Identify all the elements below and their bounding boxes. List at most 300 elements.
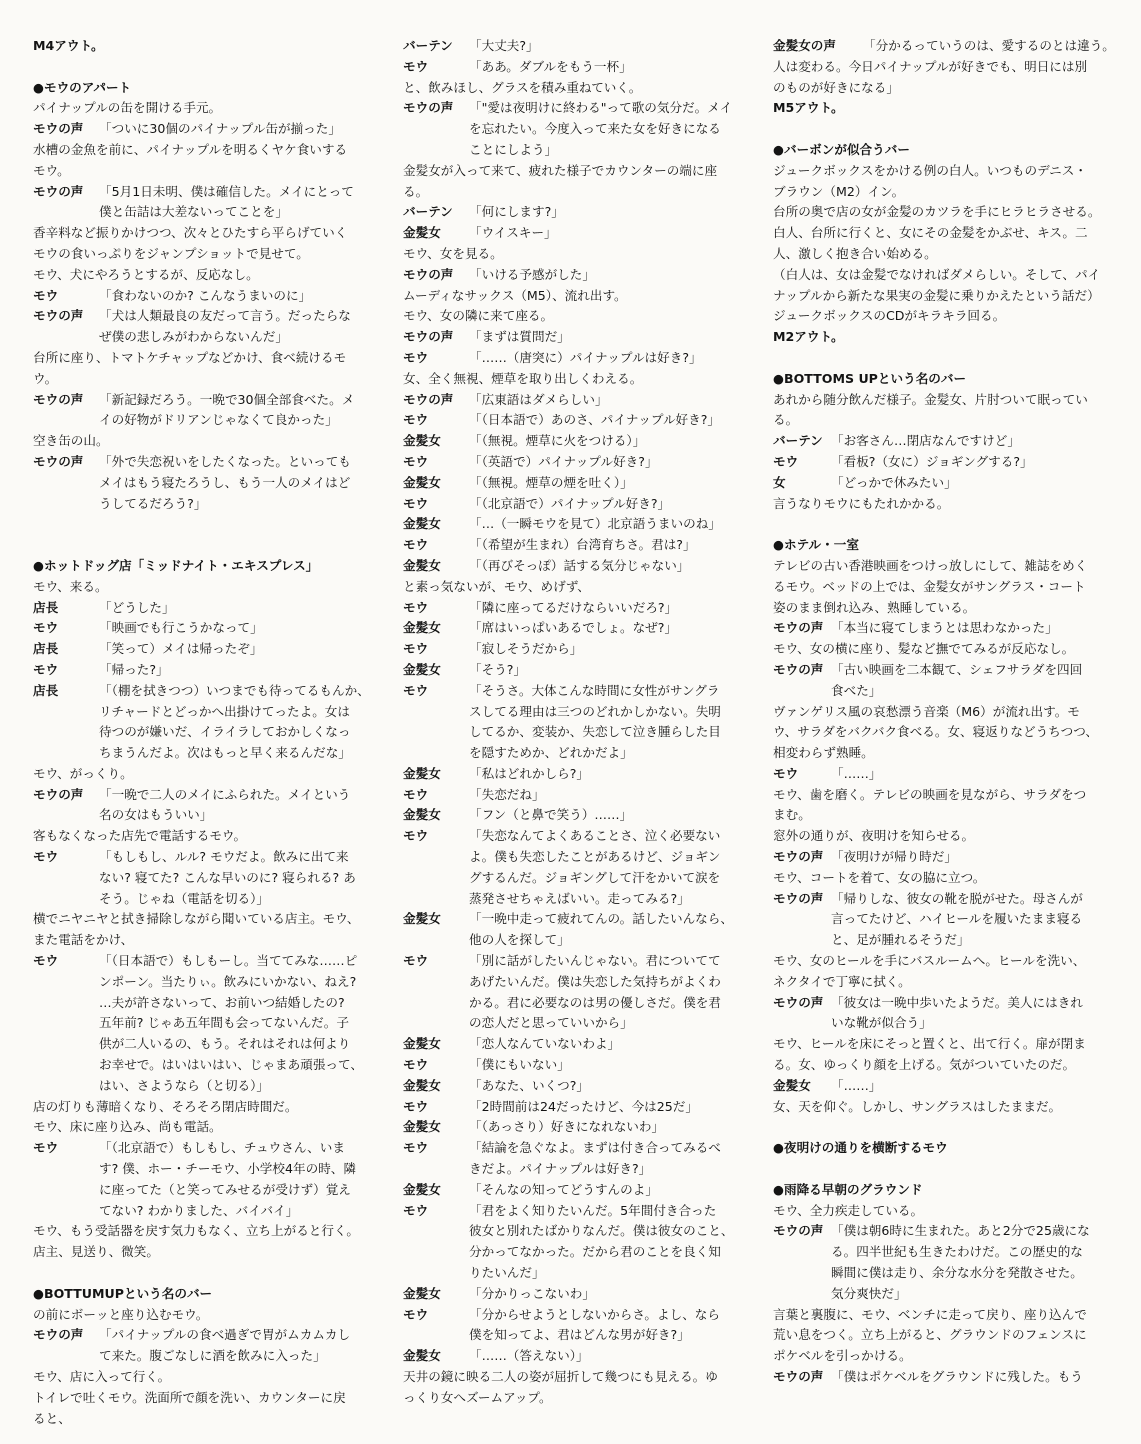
action-line: のものが好きになる」 (773, 79, 899, 95)
action-line: るモウ。ベッドの上では、金髪女がサングラス・コート (773, 578, 1086, 594)
speaker-name: モウの声 (33, 391, 84, 407)
action-line: 空き缶の山。 (33, 433, 109, 449)
action-line: ムーディなサックス（M5）、流れ出す。 (403, 287, 627, 303)
speaker-name: モウ (403, 1306, 429, 1322)
action-line: モウ、女のヒールを手にバスルームへ。ヒールを洗い、 (773, 953, 1086, 969)
dialogue-text: 「（希望が生まれ）台湾育ちさ。君は?」 (469, 537, 696, 553)
action-line: 金髪女が入って来て、疲れた様子でカウンターの端に座 (403, 162, 718, 178)
speaker-name: 金髪女 (403, 765, 441, 781)
action-line: 女、全く無視、煙草を取り出しくわえる。 (403, 370, 643, 386)
dialogue-text: 「あなた、いくつ?」 (469, 1077, 590, 1093)
dialogue-text: 「"愛は夜明けに終わる"って歌の気分だ。メイ (469, 100, 733, 116)
dialogue-line (403, 826, 755, 847)
action-line: ウ。 (33, 370, 58, 386)
dialogue-line (403, 764, 755, 785)
dialogue-line (773, 431, 1125, 452)
action-line: 荒い息をつく。立ち上がると、グラウンドのフェンスに (773, 1327, 1087, 1343)
dialogue-text: 「広東語はダメらしい」 (469, 391, 608, 407)
scene-heading: ●雨降る早朝のグラウンド (773, 1181, 923, 1197)
action-line: ネクタイで丁寧に拭く。 (773, 973, 911, 989)
dialogue-text: 「パイナップルの食べ過ぎで胃がムカムカし (99, 1327, 351, 1343)
dialogue-text: 「もしもし、ルル? モウだよ。飲みに出て来 (99, 849, 349, 865)
dialogue-continuation: を忘れたい。今度入って来た女を好きになる (469, 121, 721, 137)
dialogue-text: 「お客さん…閉店なんですけど」 (831, 433, 1020, 449)
action-line: る。 (773, 412, 799, 428)
speaker-name: モウの声 (33, 121, 84, 137)
dialogue-line (403, 535, 755, 556)
speaker-name: モウ (33, 1140, 59, 1156)
speaker-name: モウの声 (773, 849, 824, 865)
dialogue-line (33, 618, 385, 639)
dialogue-continuation: いな靴が似合う」 (831, 1015, 932, 1031)
action-line: 相変わらず熟睡。 (773, 745, 874, 761)
blank-line (773, 1117, 1125, 1138)
action-line: モウの食いっぷりをジャンプショットで見せて。 (33, 245, 309, 261)
dialogue-continuation: あげたいんだ。僕は失恋した気持ちがよくわ (469, 973, 721, 989)
dialogue-continuation: りたいんだ」 (469, 1265, 545, 1281)
dialogue-text: 「笑って）メイは帰ったぞ」 (99, 641, 263, 657)
dialogue-text: 「ついに30個のパイナップル缶が揃った」 (99, 121, 341, 137)
dialogue-text: 「何にします?」 (469, 204, 564, 220)
speaker-name: モウの声 (33, 183, 84, 199)
speaker-name: モウの声 (403, 100, 454, 116)
dialogue-continuation: スしてる理由は三つのどれかしかない。失明 (469, 703, 721, 719)
dialogue-text: 「隣に座ってるだけならいいだろ?」 (469, 599, 678, 615)
dialogue-text: 「分からせようとしないからさ。よし、なら (469, 1306, 720, 1322)
dialogue-line (773, 473, 1125, 494)
speaker-name: モウの声 (773, 1369, 824, 1384)
dialogue-line (403, 1034, 755, 1055)
scene-heading: ●BOTTOMS UPという名のバー (773, 370, 967, 386)
dialogue-continuation: よ。僕も失恋したことがあるけど、ジョギン (469, 849, 721, 865)
dialogue-line (403, 57, 755, 78)
dialogue-line (403, 1097, 755, 1118)
dialogue-text: 「寂しそうだから」 (469, 641, 583, 657)
action-line: ナップルから新たな果実の金髪に乗りかえたという話だ） (773, 287, 1100, 303)
dialogue-continuation: グするんだ。ジョギングして汗をかいて涙を (469, 869, 721, 885)
dialogue-continuation: を隠すためか、どれかだよ」 (469, 745, 633, 761)
dialogue-continuation: てない? わかりました、バイバイ」 (99, 1202, 299, 1218)
dialogue-line (773, 993, 1125, 1014)
speaker-name: モウ (403, 682, 429, 698)
dialogue-continuation: うしてるだろう?」 (99, 495, 207, 511)
dialogue-line (403, 1055, 755, 1076)
action-line: モウ、全力疾走している。 (773, 1202, 924, 1218)
dialogue-line (403, 1346, 755, 1367)
dialogue-continuation: 食べた」 (831, 682, 882, 698)
dialogue-continuation: 瞬間に僕は走り、余分な水分を発散させた。 (831, 1265, 1083, 1281)
dialogue-line (33, 390, 385, 411)
scene-heading: ●BOTTUMUPという名のバー (33, 1285, 213, 1301)
speaker-name: 金髪女の声 (773, 38, 836, 53)
dialogue-text: 「ああ。ダブルをもう一杯」 (469, 58, 632, 74)
speaker-name: モウ (403, 641, 429, 657)
action-line: 人は変わる。今日パイナップルが好きでも、明日には別 (773, 58, 1088, 74)
dialogue-line (403, 785, 755, 806)
blank-line (773, 348, 1125, 369)
dialogue-continuation: してるか、変装か、失恋して泣き腫らした目 (469, 724, 721, 740)
dialogue-text: 「ウイスキー」 (469, 225, 557, 241)
dialogue-line (33, 639, 385, 660)
action-line: ポケベルを引っかける。 (773, 1348, 912, 1364)
dialogue-line (33, 452, 385, 473)
dialogue-continuation: ことにしよう」 (469, 141, 558, 157)
dialogue-continuation: 彼女と別れたばかりなんだ。僕は彼女のこと、 (469, 1223, 734, 1239)
action-line: モウ、もう受話器を戻す気力もなく、立ち上がると行く。 (33, 1223, 359, 1239)
speaker-name: 金髪女 (403, 1077, 441, 1093)
speaker-name: 店長 (33, 599, 59, 615)
action-line: っくり女へズームアップ。 (403, 1389, 552, 1405)
dialogue-text: 「（北京語で）パイナップル好き?」 (469, 495, 671, 511)
action-line: 台所の奥で店の女が金髪のカツラを手にヒラヒラさせる。 (773, 204, 1101, 220)
speaker-name: 女 (773, 474, 786, 490)
speaker-name: 金髪女 (403, 661, 441, 677)
speaker-name: バーテン (773, 433, 823, 449)
dialogue-text: 「2時間前は24だったけど、今は25だ」 (469, 1098, 698, 1114)
dialogue-continuation: メイはもう寝たろうし、もう一人のメイはど (99, 474, 351, 490)
speaker-name: 金髪女 (403, 474, 441, 490)
dialogue-continuation: 僕を知ってよ、君はどんな男が好き?」 (469, 1327, 690, 1343)
dialogue-text: 「本当に寝てしまうとは思わなかった」 (831, 620, 1058, 636)
action-line: 言うなりモウにもたれかかる。 (773, 495, 950, 511)
dialogue-line (773, 660, 1125, 681)
dialogue-text: 「古い映画を二本観て、シェフサラダを四回 (831, 661, 1083, 677)
dialogue-line (33, 119, 385, 140)
dialogue-text: 「そう?」 (469, 661, 527, 677)
dialogue-line (403, 348, 755, 369)
dialogue-line (403, 1305, 755, 1326)
dialogue-text: 「一晩で二人のメイにふられた。メイという (99, 786, 351, 802)
dialogue-text: 「席はいっぱいあるでしょ。なぜ?」 (469, 620, 678, 636)
action-line: モウ。 (33, 162, 70, 178)
dialogue-continuation: 名の女はもういい」 (99, 807, 213, 823)
action-line: モウ、コートを着て、女の脇に立つ。 (773, 869, 986, 885)
dialogue-line (403, 390, 755, 411)
action-line: また電話をかけ、 (33, 932, 134, 948)
action-line: ブラウン（M2）イン。 (773, 183, 905, 199)
speaker-name: モウ (403, 58, 429, 74)
dialogue-line (403, 473, 755, 494)
dialogue-text: 「フン（と鼻で笑う）……」 (469, 807, 633, 823)
dialogue-line (403, 36, 755, 57)
speaker-name: モウの声 (33, 308, 84, 324)
dialogue-line (403, 431, 755, 452)
dialogue-text: 「そんなの知ってどうすんのよ」 (469, 1181, 658, 1197)
action-line: モウ、女を見る。 (403, 245, 503, 261)
dialogue-text: 「（棚を拭きつつ）いつまでも待ってるもんか、 (99, 682, 370, 698)
action-line: 店の灯りも薄暗くなり、そろそろ閉店時間だ。 (33, 1098, 298, 1114)
speaker-name: モウ (403, 537, 429, 553)
action-line: 天井の鏡に映る二人の姿が屈折して幾つにも見える。ゆ (403, 1369, 718, 1384)
dialogue-line (403, 639, 755, 660)
speaker-name: モウ (33, 661, 59, 677)
action-line: モウ、店に入って行く。 (33, 1369, 171, 1384)
dialogue-line (773, 618, 1125, 639)
speaker-name: 金髪女 (403, 225, 441, 241)
dialogue-line (403, 909, 755, 930)
speaker-name: 店長 (33, 682, 59, 698)
dialogue-continuation: て来た。腹ごなしに酒を飲みに入った」 (99, 1348, 326, 1364)
action-line: 窓外の通りが、夜明けを知らせる。 (773, 828, 975, 844)
dialogue-line (33, 847, 385, 868)
speaker-name: モウ (403, 1202, 429, 1218)
action-line: 女、天を仰ぐ。しかし、サングラスはしたままだ。 (773, 1098, 1062, 1114)
dialogue-continuation: 気分爽快だ」 (831, 1285, 907, 1301)
action-line: モウ、犬にやろうとするが、反応なし。 (33, 266, 259, 282)
dialogue-text: 「別に話がしたいんじゃない。君についてて (469, 953, 721, 969)
dialogue-line (773, 847, 1125, 868)
dialogue-continuation: 言ってたけど、ハイヒールを履いたまま寝る (831, 911, 1083, 927)
dialogue-line (403, 1138, 755, 1159)
dialogue-text: 「僕は朝6時に生まれた。あと2分で25歳にな (831, 1223, 1090, 1239)
dialogue-line (403, 1117, 755, 1138)
speaker-name: モウの声 (773, 661, 824, 677)
action-line: モウ、女の横に座り、髪など撫でてみるが反応なし。 (773, 641, 1075, 657)
scene-heading: ●ホットドッグ店「ミッドナイト・エキスプレス」 (33, 557, 319, 573)
speaker-name: モウ (403, 453, 429, 469)
action-line: モウ、女の隣に来て座る。 (403, 308, 554, 324)
dialogue-text: 「外で失恋祝いをしたくなった。といっても (99, 453, 351, 469)
speaker-name: モウ (403, 349, 429, 365)
action-line: と、飲みほし、グラスを積み重ねていく。 (403, 79, 642, 95)
dialogue-line (403, 410, 755, 431)
dialogue-line (403, 1076, 755, 1097)
dialogue-text: 「分かりっこないわ」 (469, 1285, 595, 1301)
action-line: モウ、ヒールを床にそっと置くと、出て行く。扉が閉ま (773, 1036, 1086, 1052)
dialogue-line (403, 223, 755, 244)
dialogue-text: 「彼女は一晩中歩いたようだ。美人にはきれ (831, 994, 1083, 1010)
scene-heading: ●ホテル・一室 (773, 537, 859, 553)
action-line: と素っ気ないが、モウ、めげず、 (403, 578, 590, 594)
speaker-name: モウの声 (773, 890, 824, 906)
dialogue-line (403, 556, 755, 577)
scene-heading: ●バーボンが似合うバー (773, 141, 910, 157)
action-line: 言葉と裏腹に、モウ、ベンチに走って戻り、座り込んで (773, 1306, 1087, 1322)
dialogue-line (403, 618, 755, 639)
speaker-name: モウ (403, 599, 429, 615)
dialogue-text: 「分かるっていうのは、愛するのとは違う。 (863, 38, 1115, 53)
dialogue-continuation: 蒸発させちゃえばいい。走ってみる?」 (469, 890, 690, 906)
speaker-name: 金髪女 (403, 1348, 441, 1364)
speaker-name: モウ (403, 495, 429, 511)
dialogue-line (403, 494, 755, 515)
speaker-name: モウ (773, 765, 799, 781)
dialogue-line (403, 1284, 755, 1305)
action-line: 台所に座り、トマトケチャップなどかけ、食べ続けるモ (33, 349, 347, 365)
music-cue: M4アウト。 (33, 38, 104, 53)
dialogue-text: 「どっかで休みたい」 (831, 474, 957, 490)
dialogue-text: 「（再びそっぽ）話する気分じゃない」 (469, 557, 690, 573)
dialogue-line (403, 98, 755, 119)
dialogue-text: 「看板?（女に）ジョギングする?」 (831, 453, 1033, 469)
dialogue-text: 「結論を急ぐなよ。まずは付き合ってみるべ (469, 1140, 721, 1156)
dialogue-text: 「（北京語で）もしもし、チュウさん、いま (99, 1140, 345, 1156)
dialogue-text: 「失恋だね」 (469, 786, 545, 802)
dialogue-line (403, 1180, 755, 1201)
speaker-name: モウの声 (403, 329, 454, 345)
action-line: あれから随分飲んだ様子。金髪女、片肘ついて眠ってい (773, 391, 1088, 407)
dialogue-text: 「いける予感がした」 (469, 266, 595, 282)
dialogue-text: 「新記録だろう。一晩で30個全部食べた。メ (99, 391, 355, 407)
blank-line (33, 57, 385, 78)
action-line: 香辛料など振りかけつつ、次々とひたすら平らげていく (33, 225, 348, 241)
speaker-name: モウの声 (773, 1223, 824, 1239)
dialogue-continuation: かる。君に必要なのは男の優しさだ。僕を君 (469, 994, 721, 1010)
dialogue-continuation: 他の人を探して」 (469, 932, 570, 948)
column-3 (773, 36, 1125, 1388)
scene-heading: ●夜明けの通りを横断するモウ (773, 1140, 948, 1156)
dialogue-line (773, 1367, 1125, 1388)
dialogue-continuation: ンポーン。当たりぃ。飲みにいかない、ねえ? (99, 973, 357, 989)
action-line: モウ、床に座り込み、尚も電話。 (33, 1119, 222, 1135)
action-line: 姿のまま倒れ込み、熟睡している。 (773, 599, 976, 615)
speaker-name: モウの声 (773, 620, 824, 636)
blank-line (773, 514, 1125, 535)
dialogue-line (773, 36, 1125, 57)
dialogue-continuation: きだよ。パイナップルは好き?」 (469, 1161, 652, 1177)
dialogue-text: 「（日本語で）もしもーし。当ててみな……ピ (99, 953, 358, 969)
dialogue-line (403, 202, 755, 223)
dialogue-continuation: お幸せで。はいはいはい、じゃまあ頑張って、 (99, 1057, 363, 1073)
dialogue-line (33, 182, 385, 203)
dialogue-line (403, 660, 755, 681)
dialogue-continuation: そう。じゃね（電話を切る）」 (99, 890, 270, 906)
dialogue-continuation: ない? 寝てた? こんな早いのに? 寝られる? あ (99, 869, 356, 885)
dialogue-text: 「そうさ。大体こんな時間に女性がサングラ (469, 682, 720, 698)
dialogue-text: 「犬は人類最良の友だって言う。だったらな (99, 308, 351, 324)
speaker-name: 金髪女 (403, 1181, 441, 1197)
speaker-name: バーテン (403, 204, 453, 220)
blank-line (33, 514, 385, 535)
dialogue-text: 「（日本語で）あのさ、パイナップル好き?」 (469, 412, 720, 428)
speaker-name: モウ (33, 287, 59, 303)
action-line: モウ、来る。 (33, 578, 108, 594)
dialogue-line (33, 1138, 385, 1159)
dialogue-text: 「（無視。煙草の煙を吐く）」 (469, 474, 633, 490)
dialogue-continuation: の恋人だと思っていいから」 (469, 1015, 633, 1031)
dialogue-continuation: と、足が腫れるそうだ」 (831, 932, 970, 948)
dialogue-line (403, 805, 755, 826)
speaker-name: モウ (33, 849, 59, 865)
dialogue-line (403, 514, 755, 535)
dialogue-text: 「……（答えない）」 (469, 1348, 589, 1364)
speaker-name: 金髪女 (403, 433, 441, 449)
speaker-name: モウの声 (403, 266, 454, 282)
dialogue-line (33, 598, 385, 619)
dialogue-continuation: ぜ僕の悲しみがわからないんだ」 (99, 329, 288, 345)
speaker-name: 金髪女 (403, 1119, 441, 1135)
dialogue-text: 「僕はポケベルをグラウンドに残した。もう (831, 1369, 1083, 1384)
action-line: ウ、サラダをバクバク食べる。女、寝返りなどうちつつ、 (773, 724, 1098, 740)
speaker-name: モウの声 (33, 786, 84, 802)
speaker-name: モウ (773, 453, 799, 469)
action-line: 人、激しく抱き合い始める。 (773, 245, 937, 261)
speaker-name: モウの声 (33, 453, 84, 469)
action-line: テレビの古い香港映画をつけっ放しにして、雑誌をめく (773, 557, 1088, 573)
speaker-name: 金髪女 (403, 1285, 441, 1301)
dialogue-line (403, 327, 755, 348)
dialogue-line (33, 951, 385, 972)
speaker-name: モウ (403, 1140, 429, 1156)
dialogue-continuation: る。四半世紀も生きたわけだ。この歴史的な (831, 1244, 1083, 1260)
speaker-name: モウ (403, 1098, 429, 1114)
dialogue-text: 「食わないのか? こんなうまいのに」 (99, 287, 312, 303)
dialogue-text: 「僕にもいない」 (469, 1057, 570, 1073)
dialogue-text: 「帰った?」 (99, 661, 169, 677)
dialogue-text: 「一晩中走って疲れてんの。話したいんなら、 (469, 911, 733, 927)
speaker-name: 金髪女 (403, 911, 441, 927)
action-line: （白人は、女は金髪でなければダメらしい。そして、パイ (773, 266, 1101, 282)
action-line: ジュークボックスをかける例の白人。いつものデニス・ (773, 162, 1087, 178)
dialogue-line (403, 681, 755, 702)
speaker-name: 金髪女 (403, 807, 441, 823)
speaker-name: モウ (403, 786, 429, 802)
action-line: 白人、台所に行くと、女にその金髪をかぶせ、キス。二 (773, 225, 1088, 241)
dialogue-text: 「5月1日未明、僕は確信した。メイにとって (99, 183, 354, 199)
dialogue-line (403, 452, 755, 473)
dialogue-line (33, 681, 385, 702)
dialogue-line (773, 889, 1125, 910)
dialogue-line (33, 785, 385, 806)
action-line: モウ、がっくり。 (33, 765, 133, 781)
dialogue-line (773, 764, 1125, 785)
dialogue-line (403, 951, 755, 972)
speaker-name: モウ (403, 953, 429, 969)
speaker-name: モウ (403, 412, 429, 428)
music-cue: M2アウト。 (773, 329, 844, 345)
action-line: る。 (403, 183, 429, 199)
dialogue-line (773, 452, 1125, 473)
dialogue-continuation: 五年前? じゃあ五年間も会ってないんだ。子 (99, 1015, 349, 1031)
column-2 (403, 36, 755, 1409)
dialogue-text: 「まずは質問だ」 (469, 329, 570, 345)
blank-line (33, 1263, 385, 1284)
dialogue-text: 「どうした」 (99, 599, 175, 615)
dialogue-continuation: リチャードとどっかへ出掛けてったよ。女は (99, 703, 350, 719)
dialogue-text: 「映画でも行こうかなって」 (99, 620, 263, 636)
action-line: まむ。 (773, 807, 811, 823)
speaker-name: 金髪女 (403, 1036, 441, 1052)
speaker-name: 金髪女 (773, 1077, 811, 1093)
dialogue-line (33, 1325, 385, 1346)
dialogue-text: 「……（唐突に）パイナップルは好き?」 (469, 349, 702, 365)
action-line: 店主、見送り、微笑。 (33, 1244, 159, 1260)
dialogue-line (403, 1201, 755, 1222)
speaker-name: モウの声 (403, 391, 454, 407)
speaker-name: モウの声 (33, 1327, 84, 1343)
dialogue-continuation: す? 僕、ホー・チーモウ、小学校4年の時、隣 (99, 1161, 356, 1177)
action-line: 水槽の金魚を前に、パイナップルを明るくヤケ食いする (33, 141, 348, 157)
action-line: 横でニヤニヤと拭き掃除しながら聞いている店主。モウ、 (33, 911, 360, 927)
action-line: の前にボーッと座り込むモウ。 (33, 1306, 209, 1322)
speaker-name: モウ (33, 953, 59, 969)
action-line: パイナップルの缶を開ける手元。 (33, 100, 222, 116)
action-line: ヴァンゲリス風の哀愁漂う音楽（M6）が流れ出す。モ (773, 703, 1080, 719)
dialogue-continuation: イの好物がドリアンじゃなくて良かった」 (99, 412, 338, 428)
dialogue-text: 「（英語で）パイナップル好き?」 (469, 453, 658, 469)
action-line: トイレで吐くモウ。洗面所で顔を洗い、カウンターに戻 (33, 1389, 346, 1405)
dialogue-text: 「私はどれかしら?」 (469, 765, 590, 781)
dialogue-line (403, 265, 755, 286)
blank-line (773, 119, 1125, 140)
action-line: 客もなくなった店先で電話するモウ。 (33, 828, 247, 844)
dialogue-line (33, 306, 385, 327)
action-line: ジュークボックスのCDがキラキラ回る。 (773, 308, 1006, 324)
speaker-name: モウ (403, 828, 429, 844)
dialogue-continuation: はい、さようなら（と切る）」 (99, 1077, 270, 1093)
dialogue-text: 「失恋なんてよくあることさ、泣く必要ない (469, 828, 721, 844)
speaker-name: モウ (33, 620, 59, 636)
